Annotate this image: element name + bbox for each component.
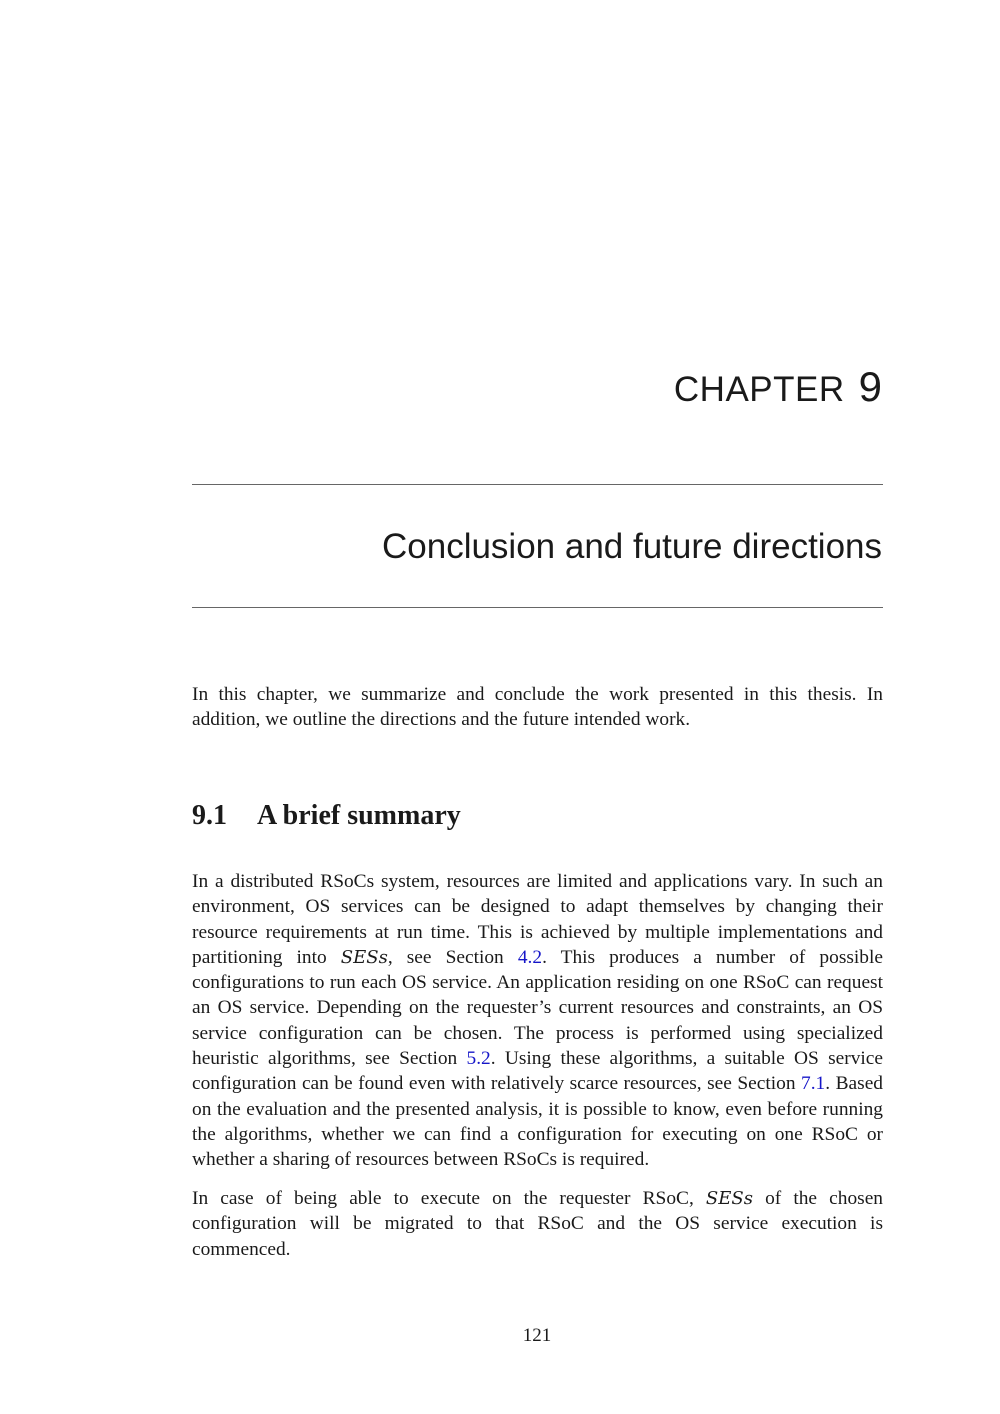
- chapter-label: [192, 363, 882, 410]
- bottom-rule: [192, 607, 883, 608]
- chapter-word: CHAPTER: [673, 370, 845, 409]
- p2-segment-1: In case of being able to execute on the requester RSoC,: [192, 1188, 706, 1209]
- paragraph-1-text: [192, 869, 883, 1173]
- section-ref-7-1-link[interactable]: 7.1: [801, 1073, 826, 1095]
- section-ref-4-2-link[interactable]: 4.2: [517, 946, 543, 968]
- section-title: A brief summary: [257, 800, 461, 831]
- p1-math-ses: SESs: [340, 946, 388, 968]
- p1-segment-4: . Using these algorithms, a suitable OS service configuration can be found even with relatively scarce resources, see Section: [192, 1048, 883, 1095]
- p2-math-ses: SESs: [705, 1188, 753, 1209]
- intro-text: In this chapter, we summarize and conclude the work presented in this thesis. In addition, we outline the directions and the future intended work.: [192, 684, 883, 731]
- p1-segment-5: . Based on the evaluation and the presented analysis, it is possible to know, even before running the algorithms, whether we can find a configuration for executing on one RSoC or whether a sharing of resources between RSoCs is required.: [192, 1073, 883, 1171]
- section-ref-5-2-link[interactable]: 5.2: [466, 1048, 491, 1070]
- p1-segment-2: , see Section: [387, 946, 518, 968]
- chapter-title: Conclusion and future directions: [381, 527, 882, 566]
- p2-segment-2: of the chosen configuration will be migrated to that RSoC and the OS service execution is commenced.: [192, 1188, 883, 1260]
- p1-segment-1: In a distributed RSoCs system, resources are limited and applications vary. In such an environment, OS services can be designed to adapt themselves by changing their resource requirements at run time. This is achieved by multiple implementations and partitioning into: [192, 871, 883, 968]
- section-number: 9.1: [192, 800, 227, 831]
- summary-paragraph-2: [192, 1186, 883, 1262]
- page-number: 121: [522, 1325, 552, 1346]
- summary-paragraph-1: [192, 869, 883, 1173]
- chapter-number: 9: [858, 363, 882, 410]
- section-heading: [192, 799, 461, 833]
- intro-paragraph: [192, 682, 883, 733]
- paragraph-2-text: [192, 1186, 883, 1262]
- top-rule: [192, 484, 883, 485]
- p1-segment-3: . This produces a number of possible configurations to run each OS service. An application residing on one RSoC can request an OS service. Depending on the requester’s current resources and constraints, an OS service configuration can be chosen. The process is performed using specialized heuristic algorithms, see Section: [192, 946, 883, 1070]
